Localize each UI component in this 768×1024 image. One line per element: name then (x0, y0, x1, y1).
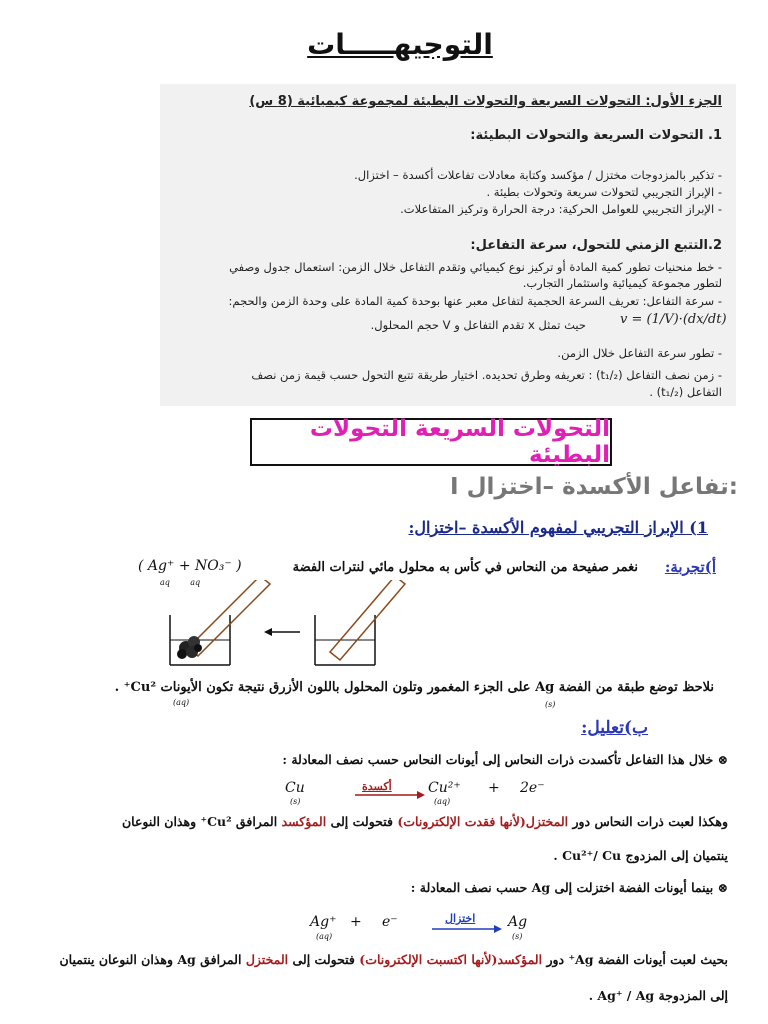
section-1-item: - الإبراز التجريبي للعوامل الحركية: درجة الحرارة وتركيز المتفاعلات. (182, 202, 722, 216)
silver-nitrate-ions: ( Ag⁺ + NO₃⁻ ) (138, 558, 242, 574)
silver-reducer-term: المختزل (245, 952, 289, 967)
lesson-title-box (250, 418, 612, 466)
silver-oxidant-term: المؤكسد(لأنها اكتسبت الإلكترونات) (359, 952, 543, 967)
copper-couple: ينتميان إلى المزدوج Cu²⁺/ Cu . (553, 848, 728, 863)
section-2-item: - تطور سرعة التفاعل خلال الزمن. (182, 346, 722, 360)
eq1-right-state: (aq) (434, 797, 451, 806)
section-2-heading: 2.التتبع الزمني للتحول، سرعة التفاعل: (470, 238, 722, 253)
section-I-heading: I تفاعل الأكسدة –اختزال: (449, 474, 738, 500)
silver-role-text: المرافق Ag وهذان النوعان ينتميان (59, 952, 242, 967)
speed-formula: v = (1/V)·(dx/dt) (620, 312, 727, 327)
subsection-1-heading: 1) الإبراز التجريبي لمفهوم الأكسدة –اختزال: (408, 518, 708, 537)
silver-role-text: بحيث لعبت أيونات الفضة Ag⁺ دور (546, 952, 728, 967)
section-2-item: - زمن نصف التفاعل (t₁/₂) : تعريفه وطرق تحديده. اختيار طريقة تتبع التحول حسب قيمة زمن نصف (182, 368, 722, 382)
observation-text: نلاحظ توضع طبقة من الفضة Ag على الجزء المغمور وتلون المحلول باللون الأزرق نتيجة تكون الأيونات Cu²⁺ . (114, 680, 714, 695)
ion-states: aq aq (160, 578, 201, 587)
section-2-item-continued: حيث تمثل x تقدم التفاعل و V حجم المحلول. (370, 318, 586, 332)
section-2-item: - سرعة التفاعل: تعريف السرعة الحجمية لتفاعل معبر عنها بوحدة كمية المادة على وحدة الزمن والحجم: (182, 294, 722, 308)
section-2-item-continued: التفاعل (t₁/₂) . (649, 385, 722, 399)
lesson-title: التحولات السريعة التحولات البطيئة (309, 416, 610, 468)
eq1-right: Cu²⁺ (428, 780, 461, 796)
copper-reducer-term: المختزل(لأنها فقدت الإلكترونات) (397, 814, 569, 829)
eq2-right-state: (s) (512, 932, 523, 941)
eq2-left: Ag⁺ (310, 914, 337, 930)
section-1-item: - تذكير بالمزدوجات مختزل / مؤكسد وكتابة معادلات تفاعلات أكسدة – اختزال. (182, 168, 722, 182)
copper-role-text: المرافق Cu²⁺ وهذان النوعان (121, 814, 278, 829)
eq2-arrow-label: اختزال (445, 912, 476, 925)
section-2-item-continued: لتطور مجموعة كيميائية واستثمار التجارب. (522, 276, 722, 290)
beaker-before (315, 615, 375, 665)
explanation-label: ب)تعليل: (581, 718, 648, 738)
syllabus-summary-panel (160, 84, 736, 406)
eq2-electron: e⁻ (382, 914, 398, 930)
silver-reduction-intro: ⊗ بينما أيونات الفضة اختزلت إلى Ag حسب نصف المعادلة : (410, 880, 728, 895)
experiment-text: نغمر صفيحة من النحاس في كأس به محلول مائي لنترات الفضة (292, 560, 638, 575)
eq2-left-state: (aq) (316, 932, 333, 941)
eq2-plus: + (350, 914, 362, 930)
copper-oxidation-intro: ⊗ خلال هذا التفاعل تأكسدت ذرات النحاس إلى أيونات النحاس حسب نصف المعادلة : (282, 752, 728, 767)
eq1-electrons: 2e⁻ (520, 780, 545, 796)
section-1-heading: 1. التحولات السريعة والتحولات البطيئة: (470, 128, 722, 143)
page-title: التوجيهـــــات (307, 28, 493, 61)
experiment-diagram (160, 580, 420, 670)
silver-couple: إلى المزدوجة Ag⁺ / Ag . (588, 988, 728, 1003)
part-one-heading: الجزء الأول: التحولات السريعة والتحولات البطيئة لمجموعة كيميائية (8 س) (249, 94, 722, 109)
eq1-arrow-label: أكسدة (362, 780, 392, 793)
eq1-arrow-icon (355, 790, 425, 800)
copper-plate (330, 580, 405, 660)
eq1-plus: + (488, 780, 500, 796)
cu-state: (aq) (173, 698, 190, 707)
silver-role-text: فتحولت إلى (292, 952, 355, 967)
arrow-left (264, 628, 300, 636)
copper-plate-coated (188, 580, 270, 656)
experiment-label: أ)تجربة: (664, 558, 716, 576)
copper-role-text: فتحولت إلى (330, 814, 393, 829)
eq2-arrow-icon (432, 924, 502, 934)
copper-oxidant-term: المؤكسد (281, 814, 327, 829)
ag-state: (s) (545, 700, 556, 709)
copper-role-text: وهكذا لعبت ذرات النحاس دور (572, 814, 728, 829)
silver-role-paragraph (38, 952, 728, 967)
section-1-item: - الإبراز التجريبي لتحولات سريعة وتحولات بطيئة . (182, 185, 722, 199)
section-2-item: - خط منحنيات تطور كمية المادة أو تركيز نوع كيميائي وتقدم التفاعل خلال الزمن: استعمال جدول وصفي (182, 260, 722, 274)
eq2-right: Ag (508, 914, 528, 930)
eq1-left-state: (s) (290, 797, 301, 806)
copper-role-paragraph (38, 814, 728, 829)
eq1-left: Cu (285, 780, 305, 796)
